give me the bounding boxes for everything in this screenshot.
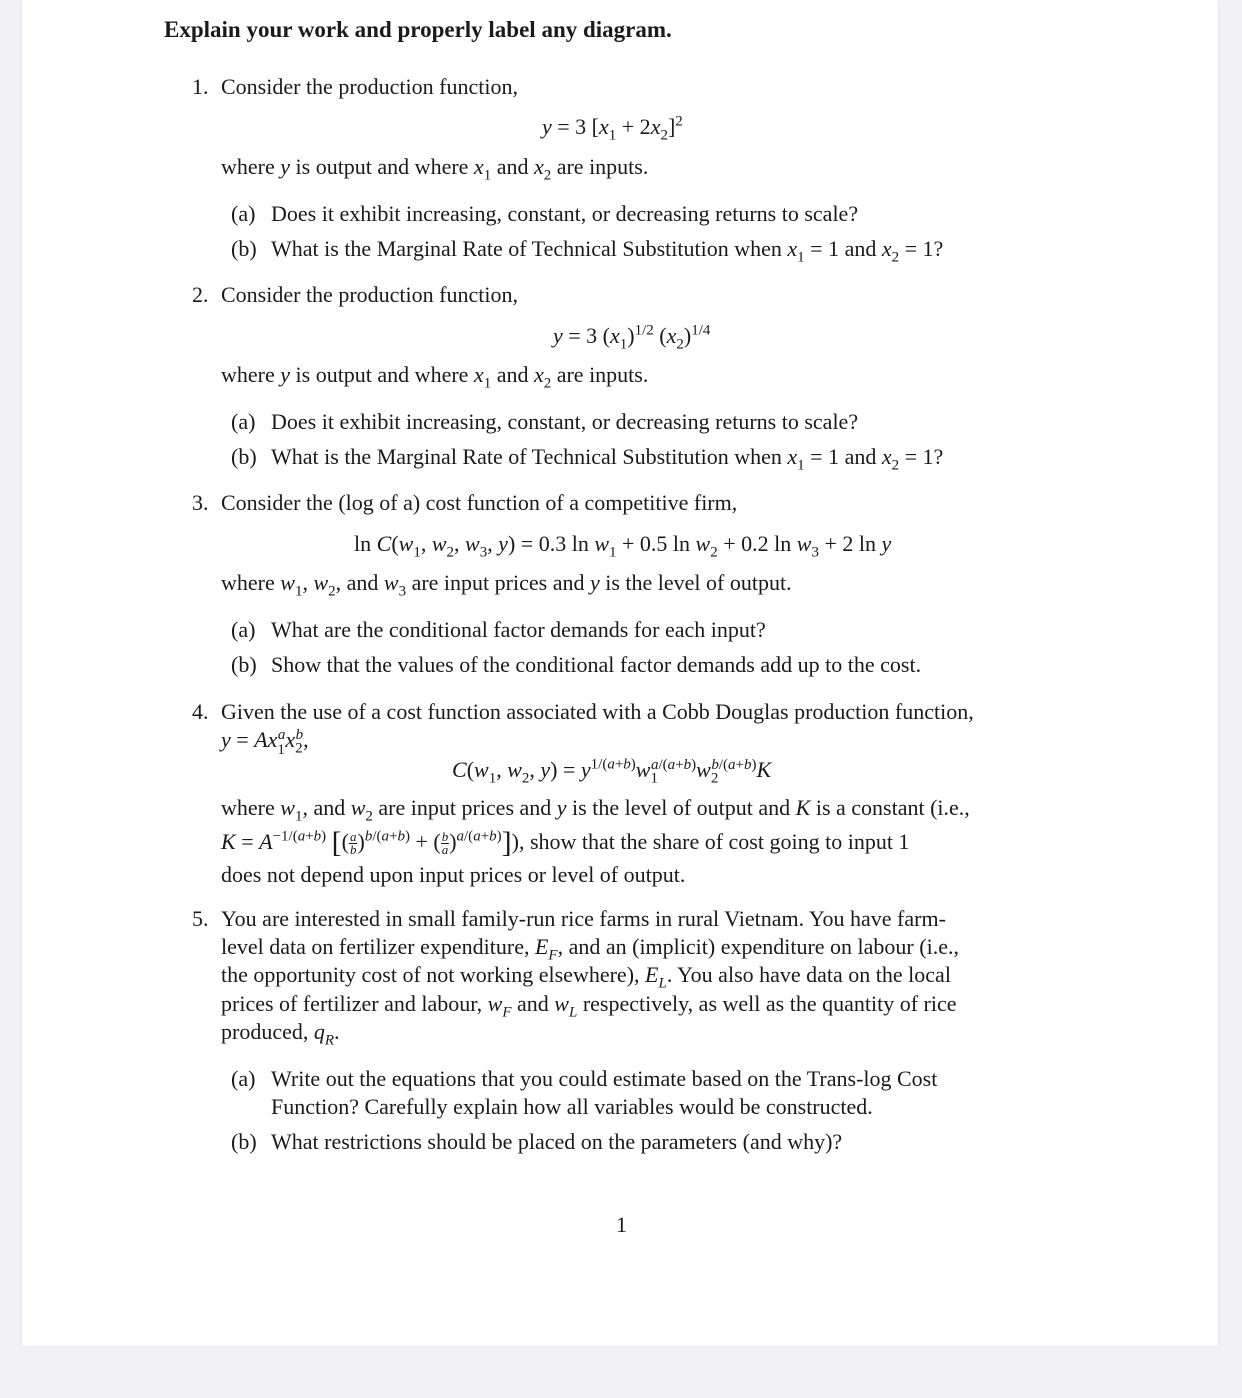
q3-intro: Consider the (log of a) cost function of a competitive firm, <box>221 490 738 515</box>
q2-b-label: (b) <box>231 444 257 469</box>
q4-tail: does not depend upon input prices or level of output. <box>221 862 686 887</box>
q1-b-text: What is the Marginal Rate of Technical Substitution when $x_1 = 1$ and $x_2 = 1$? <box>271 236 944 266</box>
q4-cost-equation: $C(w_1$, $w_2$, $y) = y^{1/(a+b)}w_1^{a/(a+b)}w_2^{b/(a+b)}K$ <box>452 756 772 787</box>
q1-where: where y is output and where $x_1$ and $x_2$ are inputs. <box>221 154 649 184</box>
page-number: 1 <box>616 1212 627 1237</box>
document-page <box>22 0 1218 1346</box>
q1-intro: Consider the production function, <box>221 74 518 99</box>
q3-b-label: (b) <box>231 652 257 677</box>
q5-line-2: level data on fertilizer expenditure, $E_F$, and an (implicit) expenditure on labour (i.e., <box>221 934 959 964</box>
q2-b-text: What is the Marginal Rate of Technical Substitution when $x_1 = 1$ and $x_2 = 1$? <box>271 444 944 474</box>
q3-equation: $\ln C(w_1$, $w_2$, $w_3$, y) = 0.3 $\ln w_1 + 0.5$ $\ln w_2 + 0.2$ $\ln w_3 + 2$ ln y <box>354 531 892 561</box>
q2-equation: y = 3 $(x_1)^{1/2}$ $(x_2)^{1/4}$ <box>553 322 711 353</box>
q3-where: where $w_1$, $w_2$, and $w_3$ are input prices and y is the level of output. <box>221 570 792 600</box>
q3-a-label: (a) <box>231 617 256 642</box>
q5-line-3: the opportunity cost of not working elsewhere), $E_L$. You also have data on the local <box>221 962 951 992</box>
q2-where: where y is output and where $x_1$ and $x_2$ are inputs. <box>221 362 649 392</box>
q5-b-text: What restrictions should be placed on the parameters (and why)? <box>271 1129 843 1154</box>
q5-line-1: You are interested in small family-run rice farms in rural Vietnam. You have farm- <box>221 906 946 931</box>
q5-a-text-1: Write out the equations that you could estimate based on the Trans-log Cost <box>271 1066 938 1091</box>
page-content <box>22 0 1218 1346</box>
q3-number: 3. <box>192 490 209 515</box>
q4-intro: Given the use of a cost function associated with a Cobb Douglas production function, <box>221 699 974 724</box>
q4-where: where $w_1$, and $w_2$ are input prices and y is the level of output and K is a constant (i.e., <box>221 795 970 825</box>
q1-a-text: Does it exhibit increasing, constant, or decreasing returns to scale? <box>271 201 859 226</box>
q2-a-label: (a) <box>231 409 256 434</box>
q5-line-4: prices of fertilizer and labour, $w_F$ and $w_L$ respectively, as well as the quantity of rice <box>221 991 957 1021</box>
q1-number: 1. <box>192 74 209 99</box>
q3-a-text: What are the conditional factor demands for each input? <box>271 617 766 642</box>
q1-equation: y = 3 $[x_1 + 2x_2]^2$ <box>542 113 683 144</box>
q2-number: 2. <box>192 282 209 307</box>
q3-b-text: Show that the values of the conditional factor demands add up to the cost. <box>271 652 922 677</box>
q5-line-5: produced, $q_R$. <box>221 1019 340 1049</box>
q2-intro: Consider the production function, <box>221 282 518 307</box>
q5-a-text-2: Function? Carefully explain how all variables would be constructed. <box>271 1094 873 1119</box>
q4-number: 4. <box>192 699 209 724</box>
q2-a-text: Does it exhibit increasing, constant, or decreasing returns to scale? <box>271 409 859 434</box>
q5-a-label: (a) <box>231 1066 256 1091</box>
q1-a-label: (a) <box>231 201 256 226</box>
instructions-heading: Explain your work and properly label any diagram. <box>164 17 672 42</box>
q5-number: 5. <box>192 906 209 931</box>
q4-k-definition: $K = A^{-1/(a+b)}$ [( $\frac{a}{b}$ )$^{b/(a+b)}$ + ( $\frac{b}{a}$ )$^{a/(a+b)}$]), show that the share of cost going to input 1 <box>221 826 910 859</box>
q1-b-label: (b) <box>231 236 257 261</box>
q4-production-fn: $y = Ax_1^ax_2^b$, <box>221 726 309 759</box>
q5-b-label: (b) <box>231 1129 257 1154</box>
